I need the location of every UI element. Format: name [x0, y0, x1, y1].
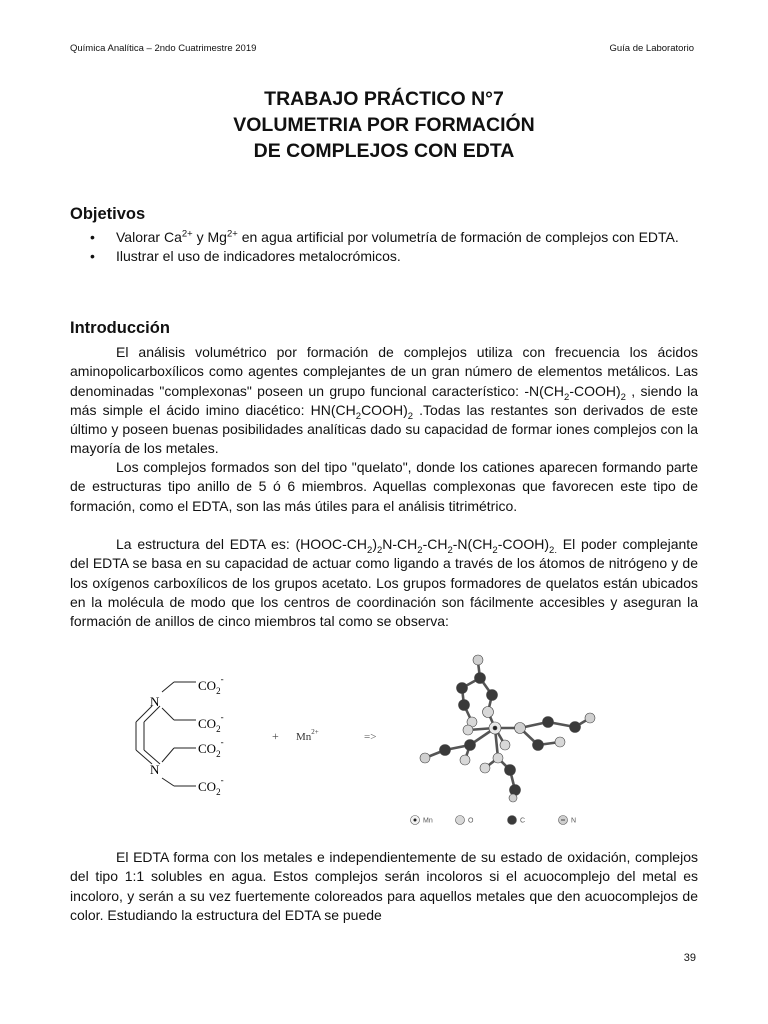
metal-ion-label: $Mn^{2+}$	[296, 728, 319, 743]
edta-complex-figure	[120, 650, 680, 845]
plus-sign: +	[272, 729, 279, 743]
carboxylate-label: $CO_2^-$	[198, 674, 224, 696]
title-line-1: TRABAJO PRÁCTICO N°7	[264, 88, 504, 110]
legend-label: O	[468, 817, 474, 825]
paragraph-4: El EDTA forma con los metales e independientemente de su estado de oxidación, complejos del tipo 1:1 solubles en agua. Estos complejos serán incoloros si el acuocomplejo del metal es incoloro, y serán a su vez fuertemente coloreados para aquellos metales que den acuocomplejos de color. Estudiando la estructura del EDTA se puede	[70, 849, 698, 923]
reaction-arrow: =>	[364, 731, 377, 743]
paragraph-2: Los complejos formados son del tipo "quelato", donde los cationes aparecen formando parte de estructuras tipo anillo de 5 ó 6 miembros. Aquellas complexonas que favorecen este tipo de formación, como el EDTA, son las más útiles para el análisis titrimétrico.	[70, 459, 698, 514]
paragraph-3: La estructura del EDTA es: $(HOOC-CH_2)_2N-CH_2-CH_2-N(CH_2-COOH)_{2.}$ El poder complejante del EDTA se basa en su capacidad de actuar como ligando a través de los átomos de nitrógeno y de los oxígenos carboxílicos de los grupos acetato. Los grupos formadores de quelatos están ubicados en la molécula de modo que los centros de coordinación son fácilmente accesibles y aseguran la formación de anillos de cinco miembros tal como se observa:	[70, 536, 698, 630]
carboxylate-label: $CO_2^-$	[198, 737, 224, 759]
title-line-2: VOLUMETRIA POR FORMACIÓN	[233, 114, 535, 136]
page-number: 39	[683, 952, 696, 964]
section-heading-objetivos: Objetivos	[70, 205, 146, 223]
objectives-list	[70, 229, 698, 265]
legend-c-icon	[508, 816, 517, 825]
molecular-model	[425, 662, 590, 798]
carboxylate-label: $CO_2^-$	[198, 775, 224, 797]
bullet-icon: •	[90, 247, 95, 264]
paragraph-1: El análisis volumétrico por formación de complejos utiliza con frecuencia los ácidos aminopolicarboxílicos como agentes complejantes de un gran número de elementos metálicos. Las denominadas "complexonas" poseen un grupo funcional característico: $-N(CH_2-COOH)_2$ , siendo la más simple el ácido imino diacético: $HN(CH_2COOH)_2$ .Todas las restantes son derivados de este último y poseen buenas posibilidades analíticas dado su capacidad de formar iones complejos con la mayoría de los metales.	[70, 344, 698, 457]
objective-item: • Valorar $Ca^{2+}$ y $Mg^{2+}$ en agua artificial por volumetría de formación de complejos con EDTA.	[90, 228, 679, 245]
legend-label: N	[571, 817, 577, 825]
header-guide: Guía de Laboratorio	[609, 43, 694, 54]
header-course: Química Analítica – 2ndo Cuatrimestre 2019	[70, 43, 257, 54]
legend-label: Mn	[423, 817, 433, 825]
carboxylate-label: $CO_2^-$	[198, 712, 224, 734]
title-line-3: DE COMPLEJOS CON EDTA	[253, 140, 515, 162]
objective-item: • Ilustrar el uso de indicadores metalocrómicos.	[90, 247, 401, 264]
nitrogen-atom-top: N	[150, 694, 160, 709]
edta-structure	[136, 682, 196, 786]
bullet-icon: •	[90, 229, 95, 245]
section-heading-introduccion: Introducción	[70, 319, 170, 337]
atom-legend	[411, 816, 568, 825]
legend-label: C	[520, 817, 526, 825]
nitrogen-atom-bottom: N	[150, 762, 160, 777]
page-title	[0, 86, 768, 164]
legend-o-icon	[456, 816, 465, 825]
